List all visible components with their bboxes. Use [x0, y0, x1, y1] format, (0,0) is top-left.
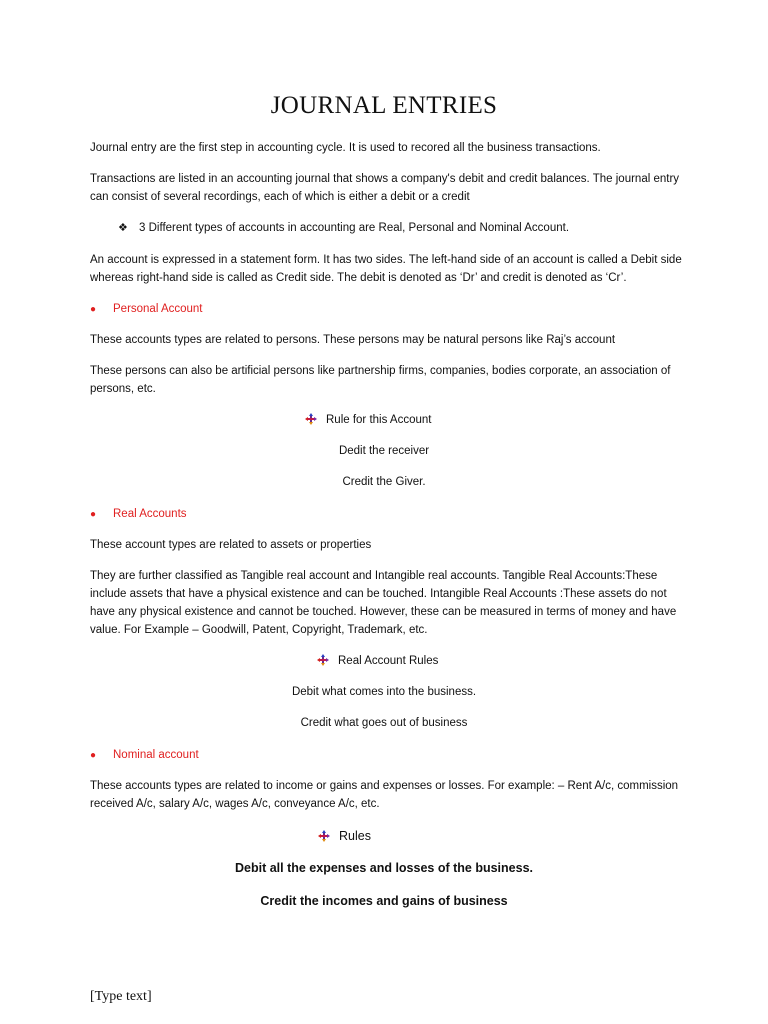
real-rule-1: Debit what comes into the business.: [291, 686, 477, 698]
personal-rule-1: Dedit the receiver: [338, 445, 430, 457]
page-title: JOURNAL ENTRIES: [270, 92, 498, 119]
personal-account-label: Personal Account: [113, 303, 203, 315]
personal-paragraph-1: These accounts types are related to persons. These persons may be natural persons like Raj’s account: [90, 334, 616, 346]
real-rule-heading-text: Real Account Rules: [338, 655, 439, 667]
real-rule-2: Credit what goes out of business: [300, 717, 468, 729]
nominal-rule-heading-text: Rules: [339, 829, 371, 843]
real-accounts-label: Real Accounts: [113, 508, 187, 520]
diamond-bullet-icon: ❖: [118, 222, 128, 234]
real-paragraph-2: They are further classified as Tangible real account and Intangible real accounts. Tangible Real Accounts:These include assets that have a physical existence and can be touched. Intangible Real Accounts :These assets do not have any physical existence and cannot be touched. However, these can be measured in terms of money and have value. For Example – Goodwill, Patent, Copyright, Trademark, etc.: [90, 570, 677, 636]
footer-placeholder[interactable]: [Type text]: [90, 989, 152, 1004]
intro-paragraph-2: Transactions are listed in an accounting journal that shows a company's debit and credit balances. The journal entry can consist of several recordings, each of which is either a debit or a credit: [90, 173, 680, 203]
account-types-bullet: [118, 219, 569, 237]
personal-rule-heading-text: Rule for this Account: [326, 414, 432, 426]
red-bullet-icon: ●: [90, 509, 97, 520]
personal-account-heading: [90, 300, 203, 319]
personal-rule-heading: [305, 411, 431, 429]
nominal-rule-2: Credit the incomes and gains of business: [260, 894, 508, 908]
nominal-rule-1: Debit all the expenses and losses of the business.: [234, 861, 533, 875]
nominal-account-heading: [90, 746, 199, 765]
four-way-arrow-icon: [305, 413, 317, 425]
personal-rule-2: Credit the Giver.: [342, 476, 426, 488]
personal-paragraph-2: These persons can also be artificial persons like partnership firms, companies, bodies corporate, an association of persons, etc.: [90, 365, 671, 395]
nominal-paragraph-1: These accounts types are related to income or gains and expenses or losses. For example: – Rent A/c, commission received A/c, salary A/c, wages A/c, conveyance A/c, etc.: [90, 780, 679, 810]
intro-paragraph-3: An account is expressed in a statement form. It has two sides. The left-hand side of an account is called a Debit side whereas right-hand side is called as Credit side. The debit is denoted as ‘Dr’ and credit is denoted as ‘Cr’.: [90, 254, 682, 284]
real-accounts-heading: [90, 505, 187, 524]
real-rule-heading: [317, 652, 438, 670]
real-paragraph-1: These account types are related to assets or properties: [90, 539, 372, 551]
nominal-rule-heading: [318, 827, 371, 845]
nominal-account-label: Nominal account: [113, 749, 199, 761]
four-way-arrow-icon: [317, 654, 329, 666]
four-way-arrow-icon: [318, 830, 330, 842]
intro-paragraph-1: Journal entry are the first step in accounting cycle. It is used to recored all the business transactions.: [90, 142, 601, 154]
red-bullet-icon: ●: [90, 304, 97, 315]
red-bullet-icon: ●: [90, 750, 97, 761]
account-types-text: 3 Different types of accounts in accounting are Real, Personal and Nominal Account.: [139, 222, 570, 234]
